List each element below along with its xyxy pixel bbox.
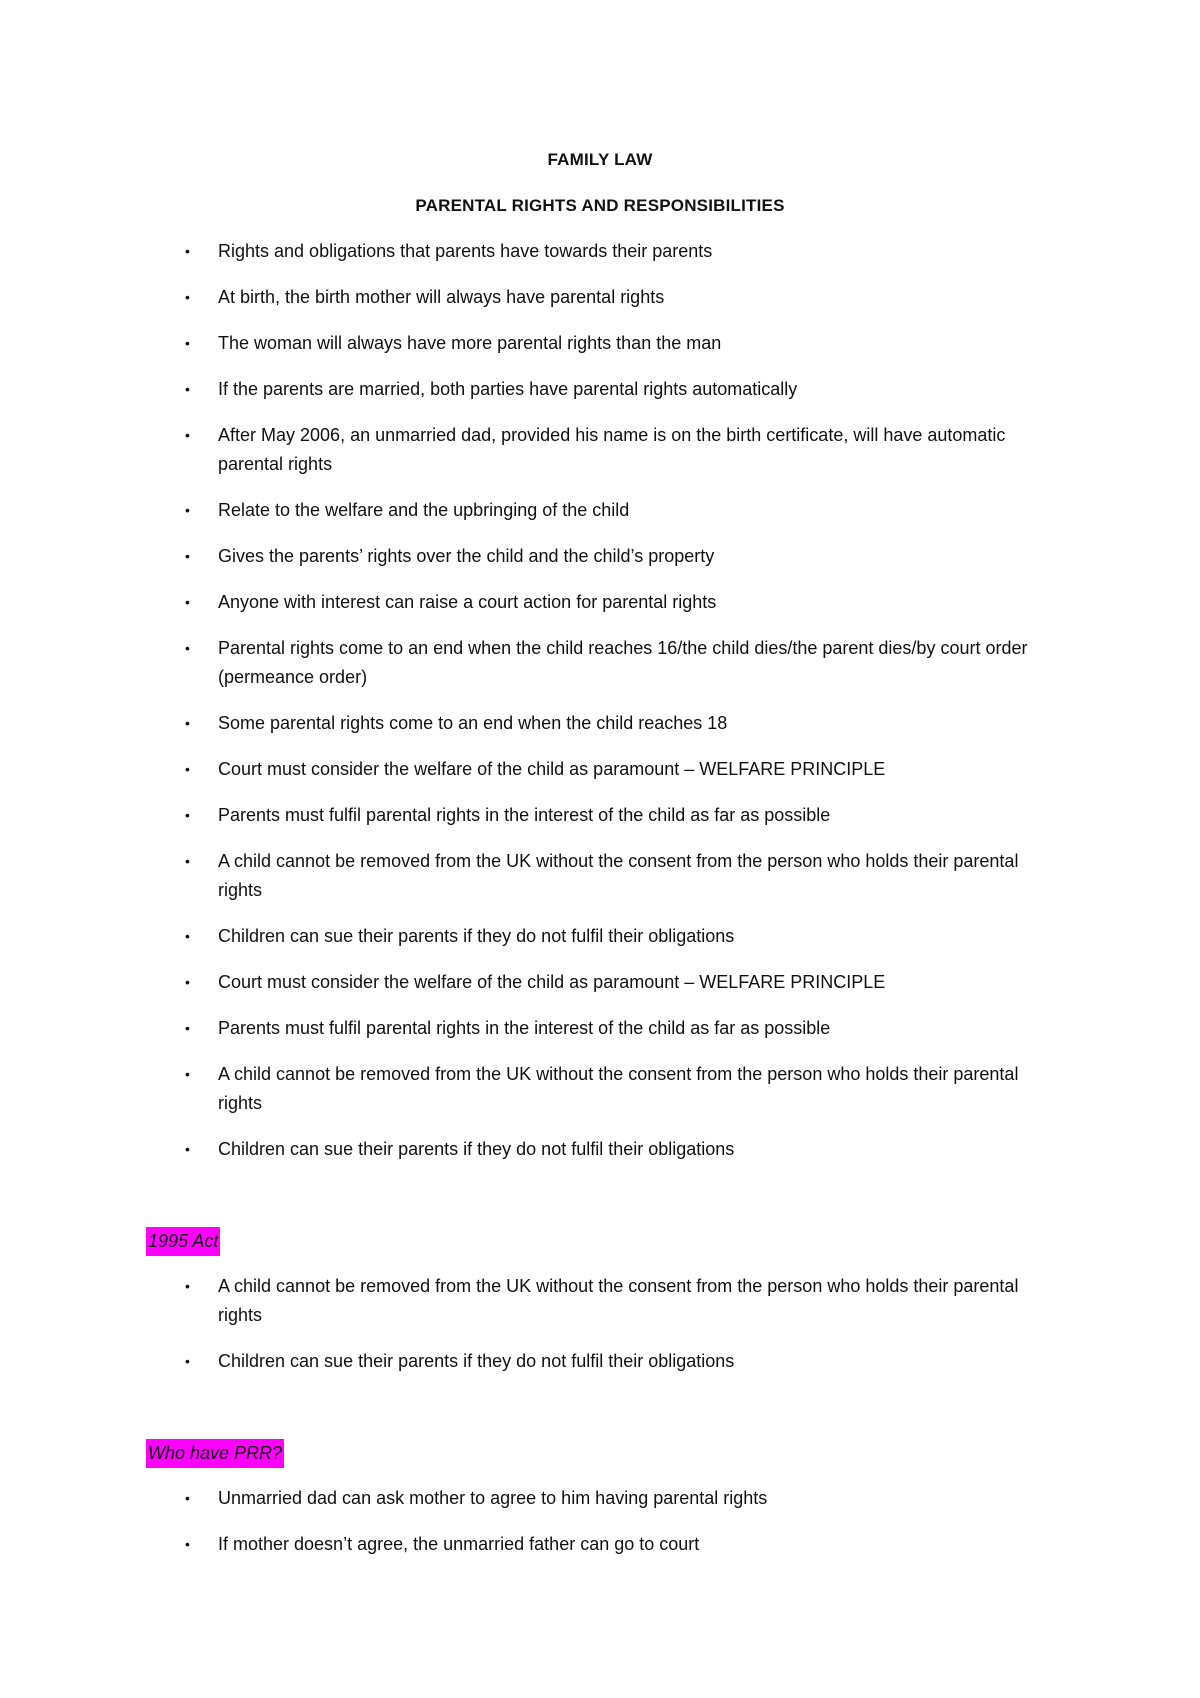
bullet-icon: • — [185, 640, 190, 656]
list-item-text: Parents must fulfil parental rights in the interest of the child as far as possible — [218, 1018, 831, 1038]
bullet-icon: • — [185, 928, 190, 944]
list-item-text: Parents must fulfil parental rights in the interest of the child as far as possible — [218, 805, 831, 825]
list-item — [185, 922, 1048, 951]
bullet-icon: • — [185, 761, 190, 777]
list-item-text: Court must consider the welfare of the child as paramount – WELFARE PRINCIPLE — [218, 972, 886, 992]
list-item-text: If mother doesn’t agree, the unmarried father can go to court — [218, 1534, 700, 1554]
bullet-icon: • — [185, 548, 190, 564]
list-item — [185, 1135, 1048, 1164]
list-item — [185, 329, 1048, 358]
list-item — [185, 1060, 1048, 1118]
list-item-text: A child cannot be removed from the UK without the consent from the person who holds their parental rights — [218, 1064, 1019, 1113]
bullet-icon: • — [185, 1278, 190, 1294]
list-item-text: Relate to the welfare and the upbringing of the child — [218, 500, 630, 520]
list-item-text: Anyone with interest can raise a court action for parental rights — [218, 592, 717, 612]
bullet-icon: • — [185, 502, 190, 518]
list-item-text: Unmarried dad can ask mother to agree to him having parental rights — [218, 1488, 768, 1508]
bullet-icon: • — [185, 335, 190, 351]
section-heading-who-have-prr: Who have PRR? — [146, 1439, 284, 1468]
bullet-icon: • — [185, 715, 190, 731]
list-item — [185, 968, 1048, 997]
list-item-text: Rights and obligations that parents have towards their parents — [218, 241, 713, 261]
list-item — [185, 1347, 1048, 1376]
bullet-icon: • — [185, 381, 190, 397]
bullet-icon: • — [185, 853, 190, 869]
document-title: FAMILY LAW — [547, 150, 653, 169]
bullet-icon: • — [185, 243, 190, 259]
list-item-text: At birth, the birth mother will always have parental rights — [218, 287, 665, 307]
list-item-text: Children can sue their parents if they do not fulfil their obligations — [218, 1351, 735, 1371]
document-subtitle: PARENTAL RIGHTS AND RESPONSIBILITIES — [415, 196, 785, 215]
list-item — [185, 709, 1048, 738]
bullet-icon: • — [185, 807, 190, 823]
list-item — [185, 421, 1048, 479]
bullet-icon: • — [185, 1141, 190, 1157]
bullet-icon: • — [185, 1490, 190, 1506]
section-heading-1995-act: 1995 Act — [146, 1227, 220, 1256]
list-item — [185, 375, 1048, 404]
list-item — [185, 755, 1048, 784]
list-item-text: Children can sue their parents if they do not fulfil their obligations — [218, 1139, 735, 1159]
list-item-text: The woman will always have more parental rights than the man — [218, 333, 722, 353]
list-item — [185, 634, 1048, 692]
list-item — [185, 1272, 1048, 1330]
bullet-icon: • — [185, 594, 190, 610]
list-item — [185, 1530, 1048, 1559]
bullet-icon: • — [185, 427, 190, 443]
list-item — [185, 847, 1048, 905]
list-item-text: If the parents are married, both parties have parental rights automatically — [218, 379, 798, 399]
bullet-icon: • — [185, 1020, 190, 1036]
list-item-text: A child cannot be removed from the UK without the consent from the person who holds their parental rights — [218, 1276, 1019, 1325]
bullet-icon: • — [185, 1066, 190, 1082]
list-item — [185, 542, 1048, 571]
bullet-icon: • — [185, 974, 190, 990]
list-item-text: After May 2006, an unmarried dad, provided his name is on the birth certificate, will have automatic parental rights — [218, 425, 1006, 474]
bullet-icon: • — [185, 1536, 190, 1552]
list-item — [185, 801, 1048, 830]
bullet-icon: • — [185, 1353, 190, 1369]
list-item-text: Some parental rights come to an end when the child reaches 18 — [218, 713, 728, 733]
list-item — [185, 1014, 1048, 1043]
list-item — [185, 1484, 1048, 1513]
list-item — [185, 496, 1048, 525]
list-item-text: Gives the parents’ rights over the child and the child’s property — [218, 546, 715, 566]
list-item — [185, 283, 1048, 312]
list-item-text: Court must consider the welfare of the child as paramount – WELFARE PRINCIPLE — [218, 759, 886, 779]
list-item-text: A child cannot be removed from the UK without the consent from the person who holds their parental rights — [218, 851, 1019, 900]
bullet-icon: • — [185, 289, 190, 305]
list-item-text: Children can sue their parents if they do not fulfil their obligations — [218, 926, 735, 946]
list-item — [185, 237, 1048, 266]
list-item — [185, 588, 1048, 617]
list-item-text: Parental rights come to an end when the child reaches 16/the child dies/the parent dies/by court order (permeance order) — [218, 638, 1028, 687]
